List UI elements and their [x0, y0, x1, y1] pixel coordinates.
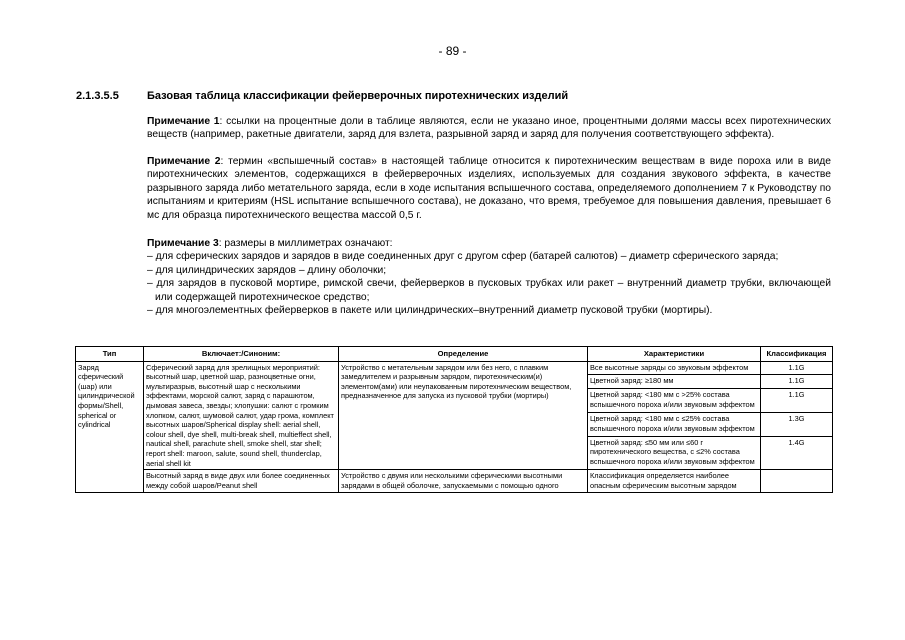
- classification-table: [75, 346, 833, 493]
- note-3-item: – для цилиндрических зарядов – длину оболочки;: [147, 264, 387, 276]
- note-3-text: : размеры в миллиметрах означают:: [218, 238, 393, 249]
- cell-classification: 1.4G: [761, 436, 833, 470]
- note-1-text: : ссылки на процентные доли в таблице являются, если не указано иное, процентными долями массы всех пиротехнических веществ (например, ракетные двигатели, заряд для взлета, разрывной заряд и заряд для получения соответствующего эффекта).: [147, 116, 831, 141]
- cell-characteristics: Цветной заряд: <180 мм с >25% состава вспышечного пороха и/или звуковым эффектом: [588, 389, 761, 413]
- header-includes: Включает:/Синоним:: [144, 347, 339, 362]
- cell-classification: 1.1G: [761, 361, 833, 375]
- note-3-item: – для зарядов в пусковой мортире, римской свечи, фейерверков в пусковых трубках или ракет – внутренний диаметр трубки, включающей или содержащей пиротехническое средство;: [147, 278, 831, 303]
- cell-classification: 1.1G: [761, 375, 833, 389]
- header-characteristics: Характеристики: [588, 347, 761, 362]
- header-definition: Определение: [339, 347, 588, 362]
- header-type: Тип: [76, 347, 144, 362]
- cell-characteristics: Цветной заряд: ≤50 мм или ≤60 г пиротехнического вещества, с ≤2% состава вспышечного пороха и/или звуковым эффектом: [588, 436, 761, 470]
- cell-includes: Высотный заряд в виде двух или более соединенных между собой шаров/Peanut shell: [144, 470, 339, 493]
- table-row: [76, 361, 833, 375]
- page-number: - 89 -: [438, 44, 467, 58]
- cell-characteristics: Цветной заряд: <180 мм с ≤25% состава вспышечного пороха и/или звуковым эффектом: [588, 412, 761, 436]
- cell-characteristics: Классификация определяется наиболее опасным сферическим высотным зарядом: [588, 470, 761, 493]
- note-3-item: – для многоэлементных фейерверков в пакете или цилиндрических–внутренний диаметр пусковой трубки (мортиры).: [147, 305, 713, 317]
- table-header-row: [76, 347, 833, 362]
- note-1: [147, 115, 831, 142]
- cell-type: Заряд сферический (шар) или цилиндрической формы/Shell, spherical or cylindrical: [76, 361, 144, 493]
- section-number: 2.1.3.5.5: [76, 90, 119, 102]
- cell-characteristics: Все высотные заряды со звуковым эффектом: [588, 361, 761, 375]
- note-3: [147, 237, 831, 317]
- cell-classification: [761, 470, 833, 493]
- cell-definition: Устройство с двумя или несколькими сферическими высотными зарядами в общей оболочке, запускаемыми с помощью одного: [339, 470, 588, 493]
- note-1-label: Примечание 1: [147, 116, 220, 127]
- section-title: Базовая таблица классификации фейерверочных пиротехнических изделий: [147, 90, 569, 102]
- note-2-label: Примечание 2: [147, 156, 221, 167]
- cell-characteristics: Цветной заряд: ≥180 мм: [588, 375, 761, 389]
- note-3-label: Примечание 3: [147, 238, 219, 249]
- note-2-text: : термин «вспышечный состав» в настоящей таблице относится к пиротехническим веществам в виде пороха или в виде пиротехнических элементов, содержащихся в фейерверочных изделиях, используемых для создания звукового эффекта, в качестве разрывного заряда либо метательного заряда, если в ходе испытания вспышечного состава, определяемого дополнением 7 к Руководству по испытаниям и критериям (HSL испытание вспышечного состава), не доказано, что время, требуемое для повышения давления, превышает 6 мс для образца пиротехнического вещества массой 0,5 г.: [147, 156, 831, 221]
- cell-classification: 1.3G: [761, 412, 833, 436]
- note-2: [147, 155, 831, 222]
- table-row: [76, 470, 833, 493]
- cell-includes: Сферический заряд для зрелищных мероприятий: высотный шар, цветной шар, разноцветные огни, мультиразрыв, высотный шар с несколькими эффектами, морской салют, заряд с парашютом, дымовая завеса, звезды; хлопушки: салют с громким хлопком, салют, шумовой салют, удар грома, комплект высотных шаров/Spherical display shell: aerial shell, colour shell, dye shell, multi-break shell, multieffect shell, nautical shell, parachute shell, smoke shell, star shell; report shell: maroon, salute, sound shell, thunderclap, aerial shell kit: [144, 361, 339, 470]
- cell-definition: Устройство с метательным зарядом или без него, с плавким замедлителем и разрывным зарядом, пиротехническим(и) элементом(ами) или неупакованным пиротехническим веществом, предназначенное для запуска из пусковой трубки (мортиры): [339, 361, 588, 470]
- cell-classification: 1.1G: [761, 389, 833, 413]
- note-3-item: – для сферических зарядов и зарядов в виде соединенных друг с другом сфер (батарей салютов) – диаметр сферического заряда;: [147, 251, 779, 263]
- header-classification: Классификация: [761, 347, 833, 362]
